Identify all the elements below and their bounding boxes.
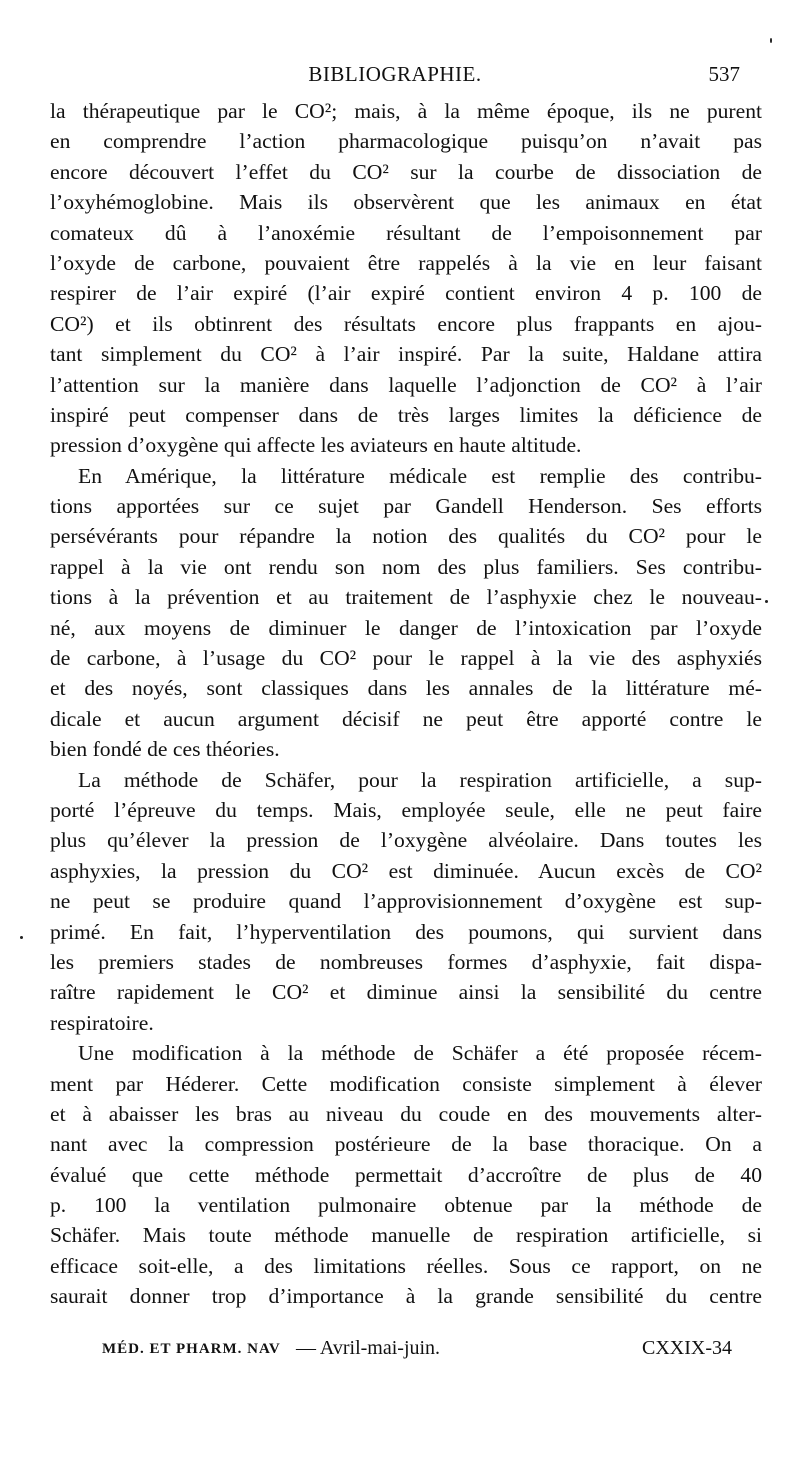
text-line: saurait donner trop d’importance à la grande sensibilité du centre: [50, 1284, 762, 1309]
text-line: nant avec la compression postérieure de la base thoracique. On a: [50, 1132, 762, 1157]
text-line: En Amérique, la littérature médicale est remplie des contribu-: [78, 463, 762, 488]
text-line: porté l’épreuve du temps. Mais, employée seule, elle ne peut faire: [50, 797, 762, 822]
text-line: raître rapidement le CO² et diminue ainsi la sensibilité du centre: [50, 980, 762, 1005]
text-line: plus qu’élever la pression de l’oxygène alvéolaire. Dans toutes les: [50, 828, 762, 853]
text-line: Une modification à la méthode de Schäfer a été proposée récem-: [78, 1041, 762, 1066]
text-line: et des noyés, sont classiques dans les annales de la littérature mé-: [50, 676, 762, 701]
text-line: dicale et aucun argument décisif ne peut être apporté contre le: [50, 706, 762, 731]
text-line: comateux dû à l’anoxémie résultant de l’empoisonnement par: [50, 220, 762, 245]
text-line: Schäfer. Mais toute méthode manuelle de respiration artificielle, si: [50, 1223, 762, 1248]
footer-journal: MÉD. ET PHARM. NAV: [102, 1341, 281, 1357]
text-line: primé. En fait, l’hyperventilation des poumons, qui survient dans: [50, 919, 762, 944]
text-line: ment par Héderer. Cette modification consiste simplement à élever: [50, 1071, 762, 1096]
paragraph-4: [50, 1038, 762, 1312]
text-line: tant simplement du CO² à l’air inspiré. Par la suite, Haldane attira: [50, 342, 762, 367]
text-line: évalué que cette méthode permettait d’accroître de plus de 40: [50, 1162, 762, 1187]
text-line: CO²) et ils obtinrent des résultats encore plus frappants en ajou-: [50, 311, 762, 336]
text-line: de carbone, à l’usage du CO² pour le rappel à la vie des asphyxiés: [50, 646, 762, 671]
text-line: La méthode de Schäfer, pour la respiration artificielle, a sup-: [78, 767, 762, 792]
text-line: et à abaisser les bras au niveau du coude en des mouvements alter-: [50, 1101, 762, 1126]
footer-signature: CXXIX-34: [642, 1337, 732, 1359]
paragraph-2: [50, 461, 762, 765]
margin-mark: [770, 38, 772, 43]
text-line: persévérants pour répandre la notion des qualités du CO² pour le: [50, 524, 762, 549]
running-head: [50, 62, 740, 90]
margin-mark: [765, 600, 768, 603]
text-line: rappel à la vie ont rendu son nom des plus familiers. Ses contribu-: [50, 554, 762, 579]
running-title: BIBLIOGRAPHIE.: [308, 62, 482, 86]
text-line: pression d’oxygène qui affecte les aviateurs en haute altitude.: [50, 433, 582, 458]
text-line: l’attention sur la manière dans laquelle l’adjonction de CO² à l’air: [50, 372, 762, 397]
text-line: inspiré peut compenser dans de très larges limites la déficience de: [50, 402, 762, 427]
text-line: respirer de l’air expiré (l’air expiré contient environ 4 p. 100 de: [50, 281, 762, 306]
body-text: [50, 96, 762, 1312]
margin-mark: [20, 936, 23, 939]
page-footer: [102, 1337, 732, 1367]
page-number: 537: [708, 62, 740, 86]
text-line: asphyxies, la pression du CO² est diminuée. Aucun excès de CO²: [50, 858, 762, 883]
footer-issue: — Avril-mai-juin.: [296, 1337, 441, 1359]
text-line: ne peut se produire quand l’approvisionnement d’oxygène est sup-: [50, 889, 762, 914]
text-line: tions à la prévention et au traitement de l’asphyxie chez le nouveau-: [50, 585, 762, 610]
text-line: né, aux moyens de diminuer le danger de l’intoxication par l’oxyde: [50, 615, 762, 640]
text-line: en comprendre l’action pharmacologique puisqu’on n’avait pas: [50, 129, 762, 154]
text-line: encore découvert l’effet du CO² sur la courbe de dissociation de: [50, 159, 762, 184]
paragraph-1: [50, 96, 762, 461]
text-line: efficace soit-elle, a des limitations réelles. Sous ce rapport, on ne: [50, 1253, 762, 1278]
text-line: la thérapeutique par le CO²; mais, à la même époque, ils ne purent: [50, 99, 762, 123]
paragraph-3: [50, 765, 762, 1039]
text-line: p. 100 la ventilation pulmonaire obtenue par la méthode de: [50, 1193, 762, 1218]
text-line: l’oxyde de carbone, pouvaient être rappelés à la vie en leur faisant: [50, 250, 762, 275]
text-line: respiratoire.: [50, 1010, 154, 1035]
text-line: bien fondé de ces théories.: [50, 737, 280, 762]
text-line: tions apportées sur ce sujet par Gandell Henderson. Ses efforts: [50, 494, 762, 519]
text-line: l’oxyhémoglobine. Mais ils observèrent que les animaux en état: [50, 190, 762, 215]
text-line: les premiers stades de nombreuses formes d’asphyxie, fait dispa-: [50, 949, 762, 974]
